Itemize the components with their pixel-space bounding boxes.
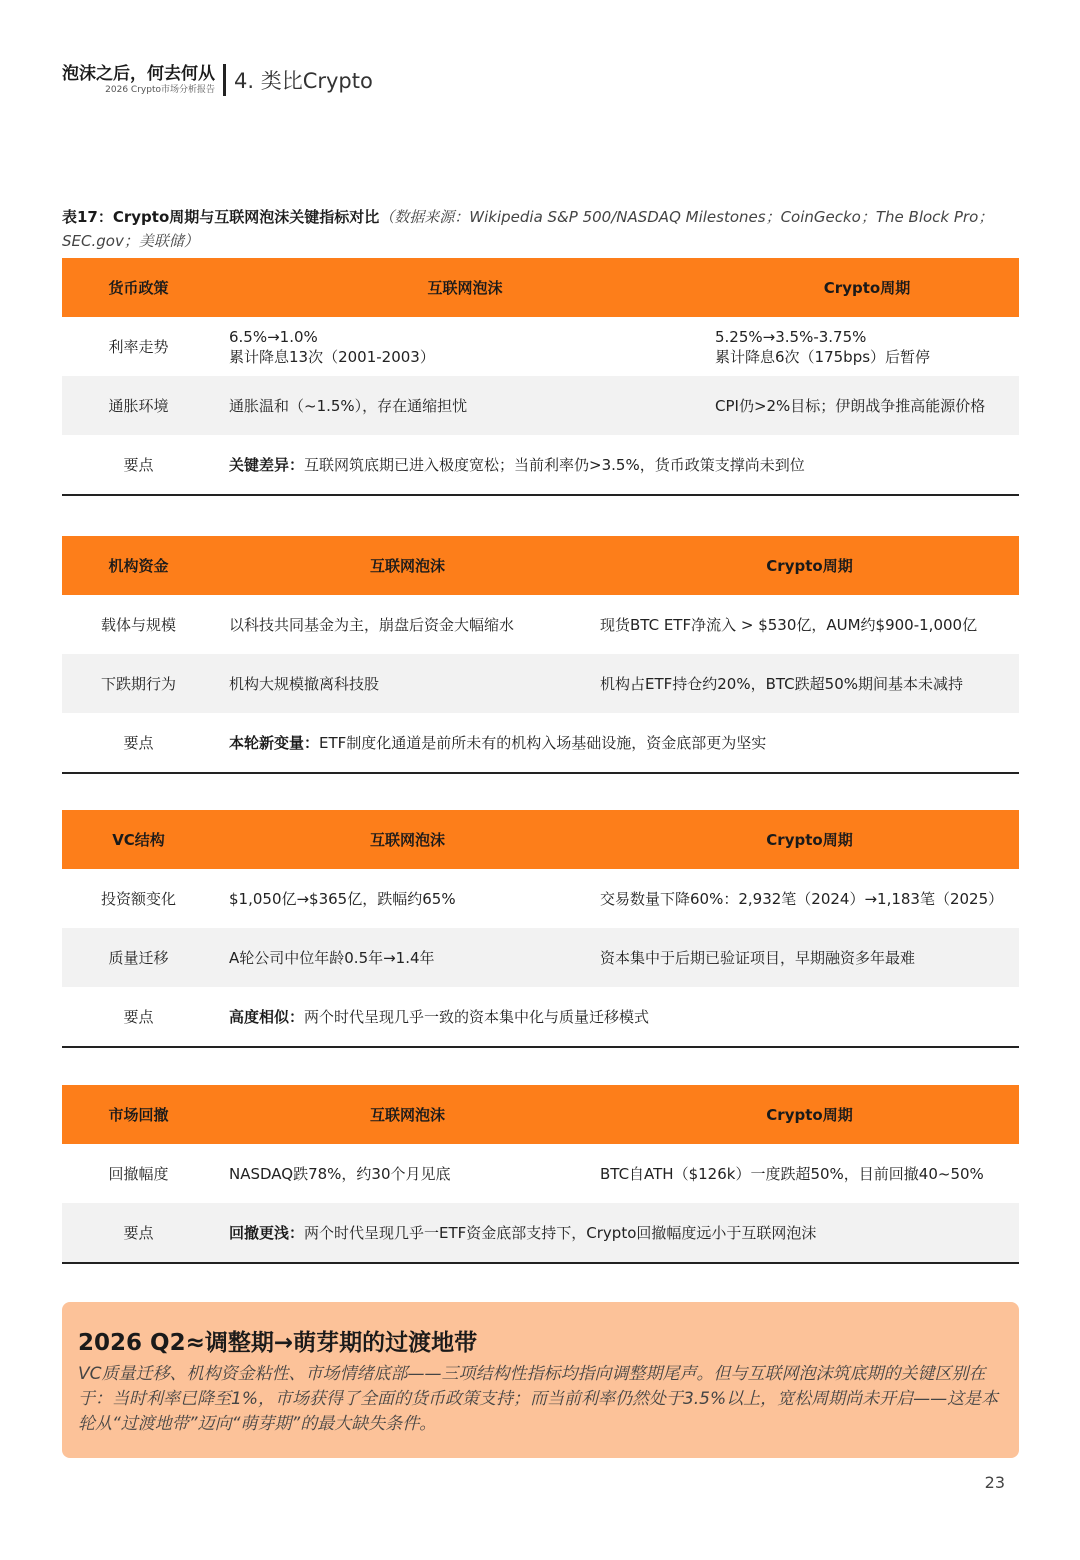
header-crypto: Crypto周期	[823, 279, 911, 297]
table-note-row	[62, 435, 1019, 496]
report-header	[62, 62, 373, 98]
summary-callout	[62, 1302, 1019, 1458]
header-crypto: Crypto周期	[766, 831, 853, 849]
note-label: 要点	[123, 456, 154, 474]
note-text	[215, 1006, 649, 1027]
crypto-line: 累计降息6次（175bps）后暂停	[715, 347, 931, 366]
note-text	[215, 1222, 816, 1243]
header-crypto: Crypto周期	[766, 1106, 853, 1124]
table-row	[62, 376, 1019, 435]
note-label: 要点	[123, 734, 154, 752]
crypto-cell: CPI仍>2%目标；伊朗战争推高能源价格	[715, 397, 986, 415]
note-text	[215, 732, 766, 753]
callout-title: 2026 Q2≈调整期→萌芽期的过渡地带	[78, 1330, 478, 1356]
note-body: 两个时代呈现几乎一致的资本集中化与质量迁移模式	[304, 1008, 650, 1026]
header-category: VC结构	[112, 831, 165, 849]
table-header-row	[62, 258, 1019, 317]
table-header-row	[62, 1085, 1019, 1144]
header-divider	[223, 64, 226, 96]
header-category: 货币政策	[108, 279, 169, 297]
bubble-cell: 机构大规模撤离科技股	[229, 675, 380, 693]
table-row	[62, 317, 1019, 376]
table-note-row	[62, 1203, 1019, 1264]
caption-source: （数据来源：Wikipedia S&P 500/NASDAQ Milestones；CoinGecko；The Block Pro；SEC.gov；美联储）	[62, 208, 994, 250]
table-header-row	[62, 536, 1019, 595]
row-label: 回撤幅度	[108, 1165, 169, 1183]
table-note-row	[62, 987, 1019, 1048]
note-label: 要点	[123, 1008, 154, 1026]
note-label: 要点	[123, 1224, 154, 1242]
row-label: 利率走势	[108, 338, 169, 356]
crypto-cell: 交易数量下降60%：2,932笔（2024）→1,183笔（2025）	[600, 890, 1004, 908]
crypto-line: 5.25%→3.5%-3.75%	[715, 327, 867, 346]
crypto-cell: BTC自ATH（$126k）一度跌超50%，目前回撤40~50%	[600, 1165, 984, 1183]
table-row	[62, 928, 1019, 987]
table-row	[62, 654, 1019, 713]
table-row	[62, 595, 1019, 654]
table-row	[62, 869, 1019, 928]
bubble-cell: 通胀温和（~1.5%），存在通缩担忧	[229, 397, 468, 415]
row-label: 通胀环境	[108, 397, 169, 415]
row-label: 投资额变化	[100, 890, 176, 908]
header-bubble: 互联网泡沫	[427, 279, 503, 297]
section-title: 4. 类比Crypto	[234, 69, 373, 93]
caption-title: 表17：Crypto周期与互联网泡沫关键指标对比	[62, 208, 380, 226]
note-text	[215, 454, 805, 475]
brand-subtitle: 2026 Crypto市场分析报告	[105, 85, 215, 95]
row-label: 质量迁移	[108, 949, 169, 967]
bubble-line: 累计降息13次（2001-2003）	[229, 347, 435, 366]
crypto-cell	[715, 327, 1019, 367]
crypto-cell: 现货BTC ETF净流入 > $530亿，AUM约$900-1,000亿	[600, 616, 978, 634]
header-bubble: 互联网泡沫	[369, 831, 445, 849]
table-row	[62, 1144, 1019, 1203]
note-emphasis: 高度相似：	[229, 1008, 305, 1026]
callout-body: VC质量迁移、机构资金粘性、市场情绪底部——三项结构性指标均指向调整期尾声。但与互联网泡沫筑底期的关键区别在于：当时利率已降至1%，市场获得了全面的货币政策支持；而当前利率仍然处于3.5%以上，宽松周期尚未开启——这是本轮从“过渡地带”迈向“萌芽期”的最大缺失条件。	[78, 1364, 999, 1434]
bubble-cell: A轮公司中位年龄0.5年→1.4年	[229, 949, 435, 967]
bubble-line: 6.5%→1.0%	[229, 327, 318, 346]
table-caption	[62, 205, 1012, 253]
bubble-cell: $1,050亿→$365亿，跌幅约65%	[229, 890, 456, 908]
brand-title: 泡沫之后，何去何从	[62, 64, 215, 84]
table-note-row	[62, 713, 1019, 774]
brand	[62, 64, 215, 96]
note-emphasis: 回撤更浅：	[229, 1224, 305, 1242]
note-body: ETF制度化通道是前所未有的机构入场基础设施，资金底部更为坚实	[319, 734, 767, 752]
note-body: 互联网筑底期已进入极度宽松；当前利率仍>3.5%，货币政策支撑尚未到位	[304, 456, 805, 474]
table-market-drawdown	[62, 1085, 1019, 1264]
note-body: 两个时代呈现几乎一ETF资金底部支持下，Crypto回撤幅度远小于互联网泡沫	[304, 1224, 817, 1242]
header-bubble: 互联网泡沫	[369, 557, 445, 575]
table-monetary-policy	[62, 258, 1019, 496]
table-institutional-capital	[62, 536, 1019, 774]
crypto-cell: 机构占ETF持仓约20%，BTC跌超50%期间基本未减持	[600, 675, 963, 693]
note-emphasis: 本轮新变量：	[229, 734, 320, 752]
bubble-cell: 以科技共同基金为主，崩盘后资金大幅缩水	[229, 616, 515, 634]
bubble-cell: NASDAQ跌78%，约30个月见底	[229, 1165, 451, 1183]
note-emphasis: 关键差异：	[229, 456, 305, 474]
table-vc-structure	[62, 810, 1019, 1048]
row-label: 载体与规模	[100, 616, 176, 634]
page-number: 23	[984, 1473, 1005, 1492]
crypto-cell: 资本集中于后期已验证项目，早期融资多年最难	[600, 949, 916, 967]
table-header-row	[62, 810, 1019, 869]
header-crypto: Crypto周期	[766, 557, 853, 575]
header-category: 市场回撤	[108, 1106, 169, 1124]
header-category: 机构资金	[108, 557, 169, 575]
header-bubble: 互联网泡沫	[369, 1106, 445, 1124]
bubble-cell	[215, 327, 715, 367]
row-label: 下跌期行为	[100, 675, 176, 693]
